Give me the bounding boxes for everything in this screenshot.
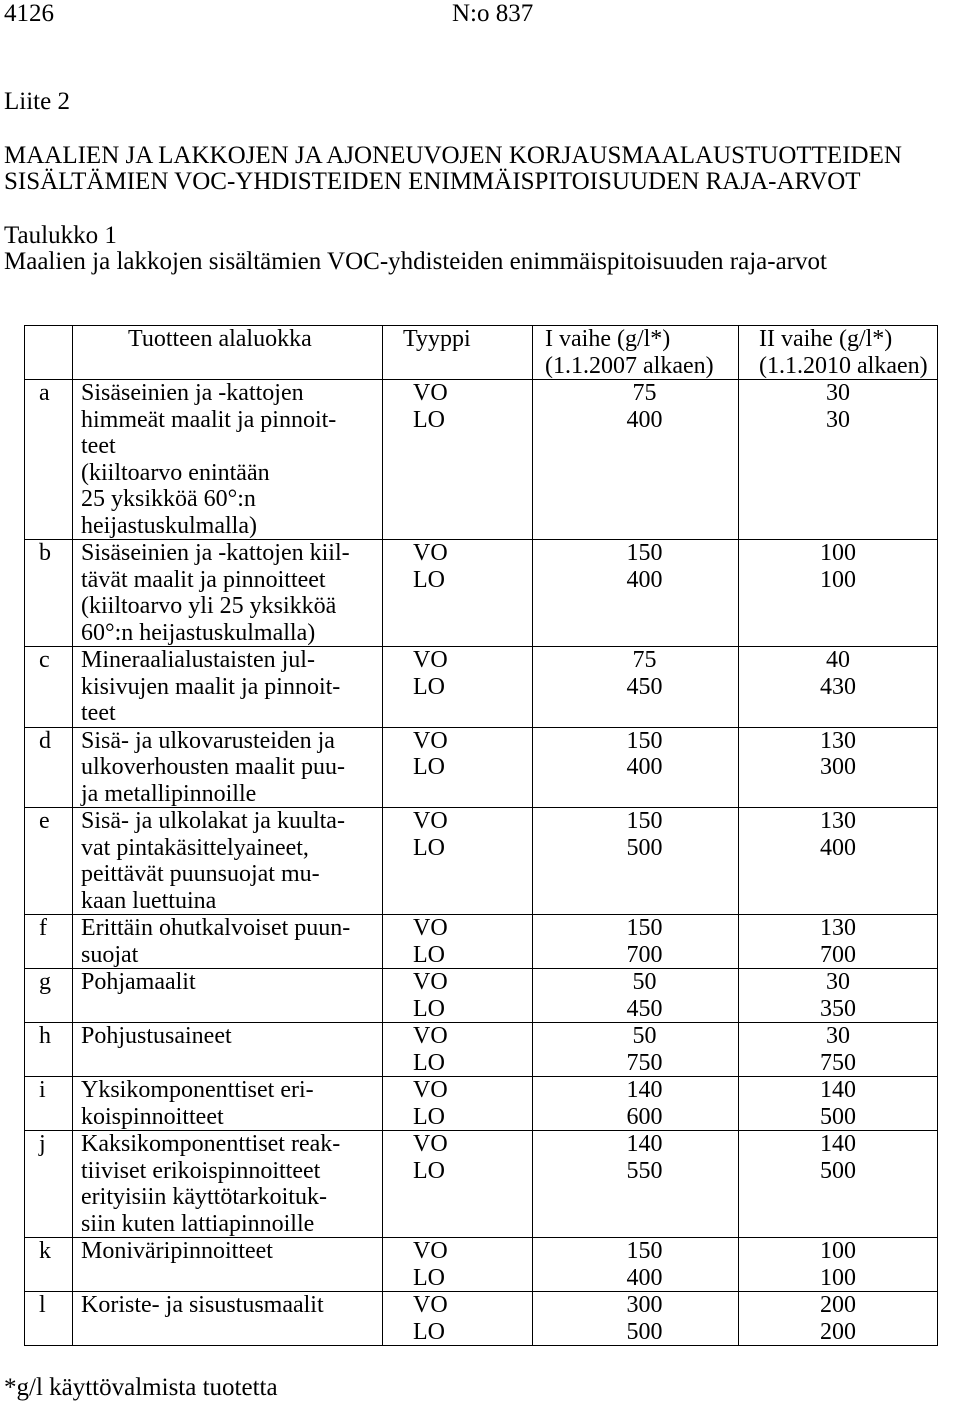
row-type <box>383 969 533 1023</box>
row-phase1 <box>533 915 739 969</box>
description-line: peittävät puunsuojat mu- <box>81 861 320 887</box>
phase1-value: 400 <box>626 566 663 593</box>
table-row <box>25 1023 938 1077</box>
row-letter: i <box>25 1077 73 1131</box>
table-header-row <box>25 326 938 380</box>
description-line: himmeät maalit ja pinnoit- <box>81 406 337 433</box>
table-row <box>25 647 938 728</box>
row-type <box>383 808 533 915</box>
phase2-value: 30 <box>826 969 850 995</box>
type-value: LO <box>413 566 445 593</box>
row-phase2 <box>739 727 938 808</box>
type-value: LO <box>413 754 445 780</box>
description-line: Sisä- ja ulkovarusteiden ja <box>81 727 335 754</box>
header-phase2: II vaihe (g/l*) (1.1.2010 alkaen) <box>739 326 938 380</box>
description-line: koispinnoitteet <box>81 1103 224 1130</box>
phase2-value: 130 <box>820 727 856 754</box>
phase2-value: 300 <box>820 754 856 780</box>
header-type: Tyyppi <box>383 326 533 380</box>
phase2-value: 100 <box>820 1238 856 1264</box>
type-value: LO <box>413 941 445 968</box>
row-description <box>73 380 383 540</box>
row-phase1 <box>533 969 739 1023</box>
table-label: Taulukko 1 <box>4 222 117 249</box>
phase1-value: 550 <box>626 1157 663 1184</box>
row-phase1 <box>533 727 739 808</box>
table-row <box>25 727 938 808</box>
row-description <box>73 727 383 808</box>
row-letter: b <box>25 540 73 647</box>
description-line: heijastuskulmalla) <box>81 512 257 539</box>
phase1-value: 75 <box>632 380 657 406</box>
description-line: Moniväripinnoitteet <box>81 1238 273 1264</box>
description-line: Kaksikomponenttiset reak- <box>81 1131 341 1157</box>
description-line: kaan luettuina <box>81 887 217 914</box>
row-type <box>383 1131 533 1238</box>
description-line: Mineraalialustaisten jul- <box>81 647 315 673</box>
type-value: LO <box>413 1318 445 1345</box>
row-type <box>383 727 533 808</box>
phase2-value: 700 <box>820 941 856 968</box>
description-line: (kiiltoarvo yli 25 yksikköä <box>81 593 337 619</box>
phase2-value: 100 <box>820 566 856 593</box>
description-line: 60°:n heijastuskulmalla) <box>81 619 316 646</box>
phase1-value: 150 <box>626 915 663 941</box>
page-number: 4126 <box>4 0 54 27</box>
phase1-value: 150 <box>626 808 663 834</box>
type-value: VO <box>413 808 448 834</box>
type-value: VO <box>413 1131 448 1157</box>
row-phase1 <box>533 540 739 647</box>
phase2-value: 500 <box>820 1157 856 1184</box>
type-value: LO <box>413 406 445 433</box>
row-description <box>73 969 383 1023</box>
footnote: *g/l käyttövalmista tuotetta <box>4 1374 278 1401</box>
phase1-value: 50 <box>632 969 657 995</box>
description-line: siin kuten lattiapinnoille <box>81 1210 315 1237</box>
document-title-line-2: SISÄLTÄMIEN VOC-YHDISTEIDEN ENIMMÄISPITOISUUDEN RAJA-ARVOT <box>4 168 861 195</box>
description-line: Pohjustusaineet <box>81 1023 232 1049</box>
row-letter: l <box>25 1292 73 1346</box>
phase1-value: 150 <box>626 1238 663 1264</box>
table-row <box>25 1292 938 1346</box>
table-caption: Maalien ja lakkojen sisältämien VOC-yhdisteiden enimmäispitoisuuden raja-arvot <box>4 248 827 275</box>
table-row <box>25 1077 938 1131</box>
description-line: Sisä- ja ulkolakat ja kuulta- <box>81 808 345 834</box>
type-value: LO <box>413 673 445 700</box>
phase1-value: 75 <box>632 647 657 673</box>
row-description <box>73 1023 383 1077</box>
row-phase1 <box>533 647 739 728</box>
table-row <box>25 540 938 647</box>
phase1-value: 400 <box>626 406 663 433</box>
phase2-value: 30 <box>826 1023 850 1049</box>
row-type <box>383 1292 533 1346</box>
type-value: VO <box>413 727 448 754</box>
voc-limits-table <box>24 325 938 1346</box>
row-phase2 <box>739 540 938 647</box>
row-phase1 <box>533 1077 739 1131</box>
description-line: Koriste- ja sisustusmaalit <box>81 1292 324 1318</box>
document-title-line-1: MAALIEN JA LAKKOJEN JA AJONEUVOJEN KORJAUSMAALAUSTUOTTEIDEN <box>4 142 902 169</box>
phase2-value: 500 <box>820 1103 856 1130</box>
row-type <box>383 1238 533 1292</box>
table-row <box>25 380 938 540</box>
row-type <box>383 540 533 647</box>
row-phase2 <box>739 1077 938 1131</box>
phase1-value: 150 <box>626 727 663 754</box>
description-line: Yksikomponenttiset eri- <box>81 1077 314 1103</box>
phase1-value: 400 <box>626 1264 663 1291</box>
row-letter: g <box>25 969 73 1023</box>
phase2-value: 140 <box>820 1077 856 1103</box>
type-value: VO <box>413 1077 448 1103</box>
description-line: Erittäin ohutkalvoiset puun- <box>81 915 351 941</box>
row-type <box>383 1023 533 1077</box>
type-value: VO <box>413 969 448 995</box>
header-phase1-date: (1.1.2007 alkaen) <box>545 352 714 379</box>
row-phase2 <box>739 1023 938 1077</box>
row-phase1 <box>533 808 739 915</box>
table-row <box>25 1238 938 1292</box>
row-phase2 <box>739 915 938 969</box>
row-description <box>73 540 383 647</box>
appendix-label: Liite 2 <box>4 88 70 115</box>
phase2-value: 200 <box>820 1292 856 1318</box>
row-description <box>73 1292 383 1346</box>
type-value: VO <box>413 647 448 673</box>
description-line: teet <box>81 700 116 726</box>
description-line: kisivujen maalit ja pinnoit- <box>81 673 341 700</box>
phase2-value: 430 <box>820 673 856 700</box>
type-value: LO <box>413 995 445 1022</box>
row-phase2 <box>739 808 938 915</box>
type-value: LO <box>413 1103 445 1130</box>
row-letter: e <box>25 808 73 915</box>
row-phase2 <box>739 1292 938 1346</box>
type-value: VO <box>413 1238 448 1264</box>
row-phase2 <box>739 969 938 1023</box>
table-row <box>25 1131 938 1238</box>
phase1-value: 450 <box>626 673 663 700</box>
row-letter: h <box>25 1023 73 1077</box>
phase1-value: 400 <box>626 754 663 780</box>
row-phase1 <box>533 1023 739 1077</box>
row-description <box>73 647 383 728</box>
table-row <box>25 808 938 915</box>
row-description <box>73 808 383 915</box>
phase1-value: 750 <box>626 1049 663 1076</box>
type-value: LO <box>413 834 445 861</box>
row-description <box>73 1077 383 1131</box>
description-line: Sisäseinien ja -kattojen kiil- <box>81 540 350 566</box>
row-letter: f <box>25 915 73 969</box>
row-phase2 <box>739 647 938 728</box>
description-line: teet <box>81 433 116 459</box>
row-letter: c <box>25 647 73 728</box>
phase1-value: 500 <box>626 1318 663 1345</box>
header-subcategory: Tuotteen alaluokka <box>73 326 383 380</box>
table-row <box>25 915 938 969</box>
issue-number: N:o 837 <box>452 0 534 27</box>
row-description <box>73 1238 383 1292</box>
type-value: LO <box>413 1264 445 1291</box>
row-letter: a <box>25 380 73 540</box>
description-line: suojat <box>81 941 139 968</box>
header-phase1: I vaihe (g/l*) (1.1.2007 alkaen) <box>533 326 739 380</box>
phase1-value: 600 <box>626 1103 663 1130</box>
phase2-value: 140 <box>820 1131 856 1157</box>
phase1-value: 140 <box>626 1131 663 1157</box>
description-line: Pohjamaalit <box>81 969 196 995</box>
phase2-value: 100 <box>820 540 856 566</box>
type-value: LO <box>413 1157 445 1184</box>
row-phase1 <box>533 1131 739 1238</box>
phase2-value: 30 <box>826 406 850 433</box>
row-letter: k <box>25 1238 73 1292</box>
phase2-value: 350 <box>820 995 856 1022</box>
description-line: ulkoverhousten maalit puu- <box>81 754 345 780</box>
description-line: (kiiltoarvo enintään <box>81 459 270 486</box>
row-type <box>383 380 533 540</box>
row-description <box>73 1131 383 1238</box>
description-line: tävät maalit ja pinnoitteet <box>81 566 326 593</box>
row-type <box>383 915 533 969</box>
phase2-value: 750 <box>820 1049 856 1076</box>
type-value: VO <box>413 380 448 406</box>
row-type <box>383 1077 533 1131</box>
phase1-value: 700 <box>626 941 663 968</box>
phase1-value: 150 <box>626 540 663 566</box>
phase2-value: 400 <box>820 834 856 861</box>
phase2-value: 130 <box>820 915 856 941</box>
description-line: 25 yksikköä 60°:n <box>81 486 256 512</box>
description-line: erityisiin käyttötarkoituk- <box>81 1184 327 1210</box>
row-phase1 <box>533 380 739 540</box>
phase2-value: 100 <box>820 1264 856 1291</box>
row-letter: j <box>25 1131 73 1238</box>
row-type <box>383 647 533 728</box>
phase2-value: 30 <box>826 380 850 406</box>
row-phase1 <box>533 1238 739 1292</box>
type-value: VO <box>413 540 448 566</box>
phase2-value: 200 <box>820 1318 856 1345</box>
phase1-value: 140 <box>626 1077 663 1103</box>
row-phase2 <box>739 1238 938 1292</box>
row-letter: d <box>25 727 73 808</box>
phase2-value: 40 <box>826 647 850 673</box>
row-description <box>73 915 383 969</box>
type-value: LO <box>413 1049 445 1076</box>
phase2-value: 130 <box>820 808 856 834</box>
row-phase2 <box>739 1131 938 1238</box>
phase1-value: 300 <box>626 1292 663 1318</box>
description-line: ja metallipinnoille <box>81 780 257 807</box>
phase1-value: 500 <box>626 834 663 861</box>
header-letter <box>25 326 73 380</box>
description-line: vat pintakäsittelyaineet, <box>81 834 309 861</box>
row-phase2 <box>739 380 938 540</box>
table-row <box>25 969 938 1023</box>
description-line: tiiviset erikoispinnoitteet <box>81 1157 321 1184</box>
type-value: VO <box>413 1023 448 1049</box>
phase1-value: 450 <box>626 995 663 1022</box>
row-phase1 <box>533 1292 739 1346</box>
phase1-value: 50 <box>632 1023 657 1049</box>
header-phase2-date: (1.1.2010 alkaen) <box>759 352 928 379</box>
type-value: VO <box>413 915 448 941</box>
description-line: Sisäseinien ja -kattojen <box>81 380 304 406</box>
type-value: VO <box>413 1292 448 1318</box>
